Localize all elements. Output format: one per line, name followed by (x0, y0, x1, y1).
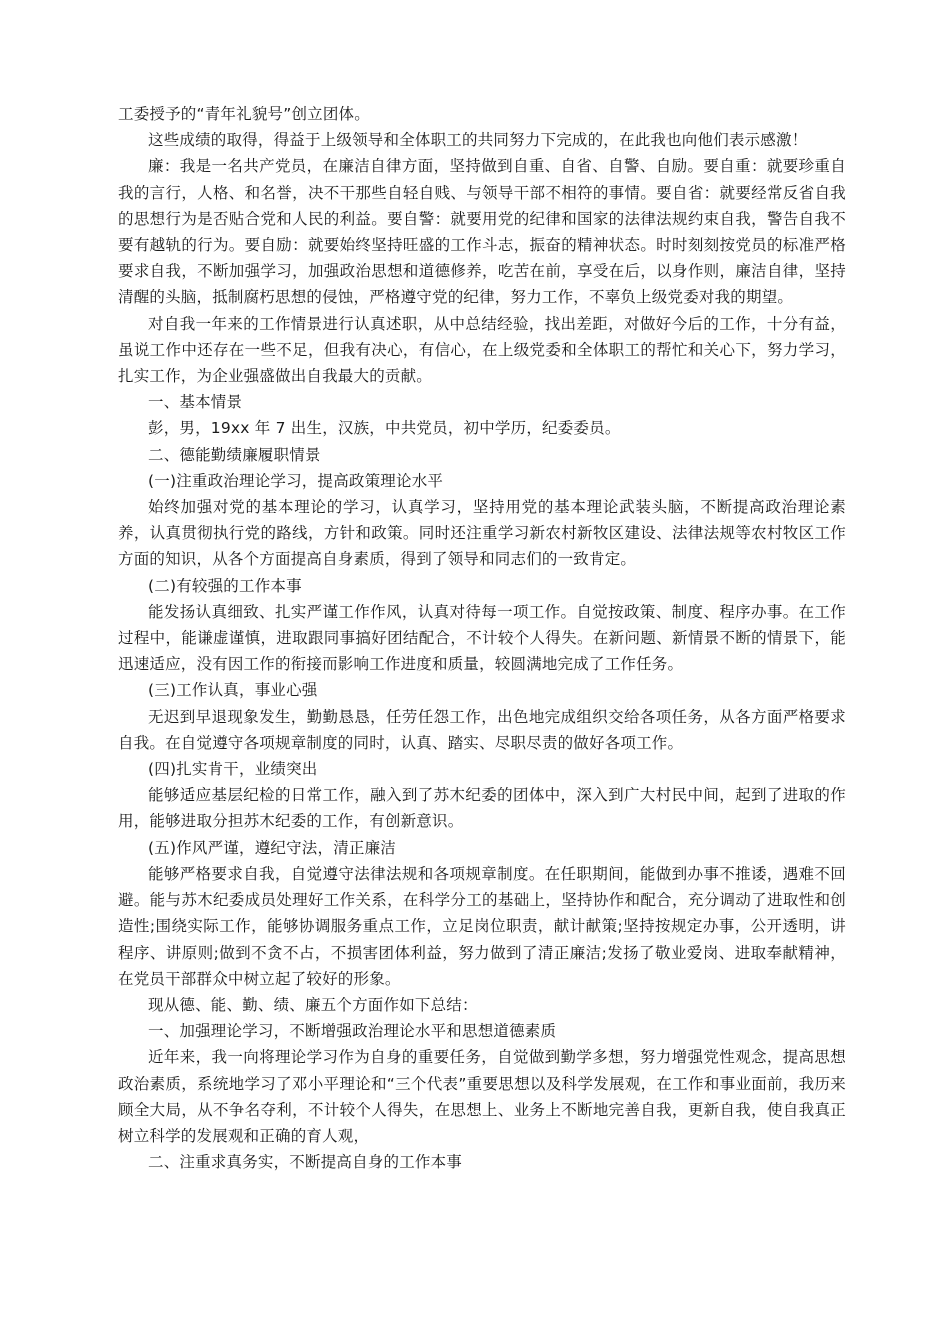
paragraph-11: 能发扬认真细致、扎实严谨工作作风，认真对待每一项工作。自觉按政策、制度、程序办事。在工作过程中，能谦虚谨慎，进取跟同事搞好团结配合，不计较个人得失。在新问题、新情景不断的情景下，能迅速适应，没有因工作的衔接而影响工作进度和质量，较圆满地完成了工作任务。 (118, 602, 846, 674)
paragraph-3: 廉：我是一名共产党员，在廉洁自律方面，坚持做到自重、自省、自警、自励。要自重：就要珍重自我的言行，人格、和名誉，决不干那些自轻自贱、与领导干部不相符的事情。要自省：就要经常反省自我的思想行为是否贴合党和人民的利益。要自警：就要用党的纪律和国家的法律法规约束自我，警告自我不要有越轨的行为。要自励：就要始终坚持旺盛的工作斗志，振奋的精神状态。时时刻刻按党员的标准严格要求自我，不断加强学习，加强政治思想和道德修养，吃苦在前，享受在后，以身作则，廉洁自律，坚持清醒的头脑，抵制腐朽思想的侵蚀，严格遵守党的纪律，努力工作，不辜负上级党委对我的期望。 (118, 157, 846, 307)
paragraph-18: 现从德、能、勤、绩、廉五个方面作如下总结： (148, 995, 478, 1014)
section-heading-1: 一、基本情景 (148, 393, 243, 412)
subheading-2: (二)有较强的工作本事 (148, 576, 302, 595)
paragraph-6: 彭，男，19xx 年 7 出生，汉族，中共党员，初中学历，纪委委员。 (148, 419, 621, 438)
subheading-4: (四)扎实肯干，业绩突出 (148, 760, 318, 779)
paragraph-9: 始终加强对党的基本理论的学习，认真学习，坚持用党的基本理论武装头脑，不断提高政治理论素养，认真贯彻执行党的路线，方针和政策。同时还注重学习新农村新牧区建设、法律法规等农村牧区工作方面的知识，从各个方面提高自身素质，得到了领导和同志们的一致肯定。 (118, 498, 846, 569)
paragraph-20: 近年来，我一向将理论学习作为自身的重要任务，自觉做到勤学多想，努力增强党性观念，提高思想政治素质，系统地学习了邓小平理论和“三个代表”重要思想以及科学发展观，在工作和事业面前，我历来顾全大局，从不争名夺利，不计较个人得失，在思想上、业务上不断地完善自我，更新自我，使自我真正树立科学的发展观和正确的育人观， (118, 1048, 846, 1145)
section-heading-3: 一、加强理论学习，不断增强政治理论水平和思想道德素质 (148, 1022, 557, 1041)
subheading-5: (五)作风严谨，遵纪守法，清正廉洁 (148, 838, 396, 857)
paragraph-17: 能够严格要求自我，自觉遵守法律法规和各项规章制度。在任职期间，能做到办事不推诿，遇难不回避。能与苏木纪委成员处理好工作关系，在科学分工的基础上，坚持协作和配合，充分调动了进取性和创造性;围绕实际工作，能够协调服务重点工作，立足岗位职责，献计献策;坚持按规定办事，公开透明，讲程序、讲原则;做到不贪不占，不损害团体利益，努力做到了清正廉洁;发扬了敬业爱岗、进取奉献精神，在党员干部群众中树立起了较好的形象。 (118, 864, 846, 988)
paragraph-15: 能够适应基层纪检的日常工作，融入到了苏木纪委的团体中，深入到广大村民中间，起到了进取的作用，能够进取分担苏木纪委的工作，有创新意识。 (118, 786, 846, 831)
paragraph-4: 对自我一年来的工作情景进行认真述职，从中总结经验，找出差距，对做好今后的工作，十分有益，虽说工作中还存在一些不足，但我有决心，有信心，在上级党委和全体职工的帮忙和关心下，努力学习，扎实工作，为企业强盛做出自我最大的贡献。 (118, 314, 846, 386)
subheading-1: (一)注重政治理论学习，提高政策理论水平 (148, 471, 444, 490)
paragraph-13: 无迟到早退现象发生，勤勤恳恳，任劳任怨工作，出色地完成组织交给各项任务，从各方面严格要求自我。在自觉遵守各项规章制度的同时，认真、踏实、尽职尽责的做好各项工作。 (118, 707, 846, 752)
document-body (118, 101, 846, 1175)
section-heading-4: 二、注重求真务实，不断提高自身的工作本事 (148, 1153, 463, 1172)
paragraph-2: 这些成绩的取得，得益于上级领导和全体职工的共同努力下完成的，在此我也向他们表示感激！ (148, 131, 808, 150)
subheading-3: (三)工作认真，事业心强 (148, 681, 318, 700)
paragraph-1: 工委授予的“青年礼貌号”创立团体。 (118, 105, 370, 123)
section-heading-2: 二、德能勤绩廉履职情景 (148, 445, 321, 464)
